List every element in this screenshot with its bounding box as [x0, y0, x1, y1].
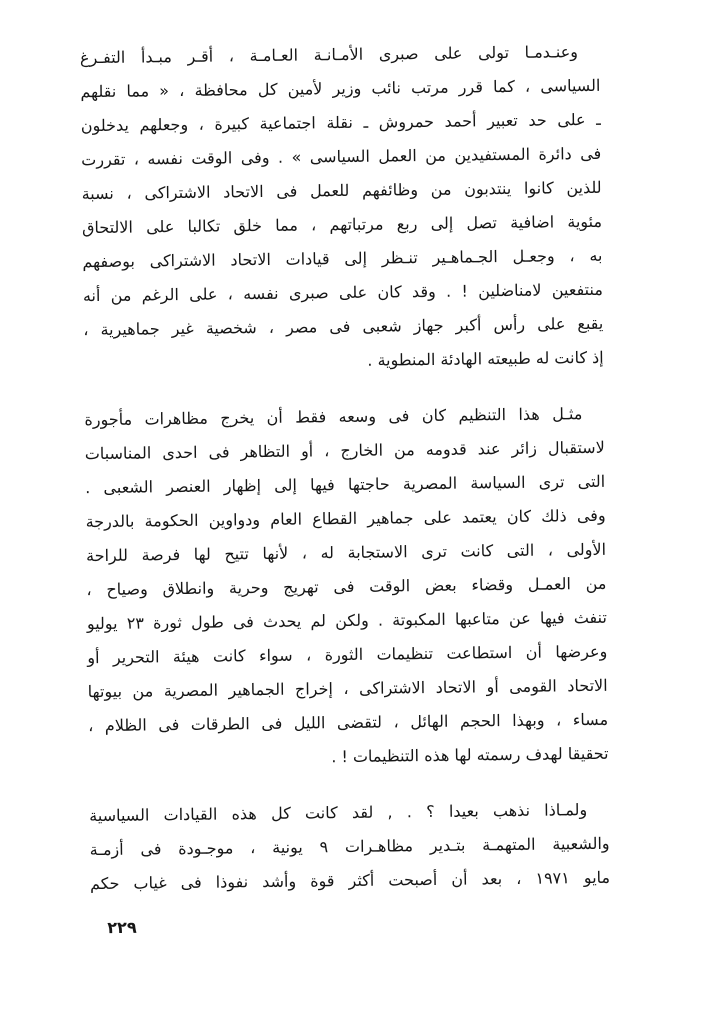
paragraph-3 — [89, 793, 610, 901]
text-line: والشعبية المتهمـة بتـدير مظاهـرات ٩ يونية ، موجـودة فى أزمـة — [89, 833, 610, 860]
paragraph-1 — [80, 35, 604, 381]
text-line: ـ على حد تعبير أحمد حمروش ـ نقلة اجتماعية كبيرة ، وجعلهم يدخلون — [80, 109, 601, 136]
text-line: مايو ١٩٧١ ، بعد أن أصبحت أكثر قوة وأشد نفوذا فى غياب حكم — [89, 867, 611, 894]
text-line: التى ترى السياسة المصرية حاجتها فيها إلى إظهار العنصر الشعبى . — [85, 471, 606, 498]
text-line: للذين كانوا ينتدبون من وظائفهم للعمل فى الاتحاد الاشتراكى ، نسبة — [81, 177, 602, 204]
text-line: إذ كانت له طبيعته الهادئة المنطوية . — [367, 347, 604, 370]
text-line: الأولى ، التى كانت ترى الاستجابة له ، لأنها تتيح لها فرصة للراحة — [85, 539, 607, 566]
text-line: وفى ذلك كان يعتمد على جماهير القطاع العام ودواوين الحكومة بالدرجة — [85, 505, 606, 532]
text-line: فى دائرة المستفيدين من العمل السياسى » . وفى الوقت نفسه ، تقررت — [81, 143, 602, 170]
text-line: به ، وجعـل الجـماهـير تنـظر إلى قيادات الاتحاد الاشتراكى بوصفهم — [82, 245, 603, 272]
text-line: السياسى ، كما قرر مرتب نائب وزير لأمين كل محافظة ، « مما نقلهم — [80, 75, 601, 102]
text-line: الاتحاد القومى أو الاتحاد الاشتراكى ، إخراج الجماهير المصرية من بيوتها — [87, 675, 608, 702]
text-line: مساء ، وبهذا الحجم الهائل ، لتقضى الليل فى الطرقات فى الظلام ، — [88, 709, 609, 736]
text-line: لاستقبال زائر عند قدومه من الخارج ، أو التظاهر فى احدى المناسبات — [84, 437, 605, 464]
text-line: ولمـاذا نذهب بعيدا ؟ . , لقد كانت كل هذه القيادات السياسية — [89, 800, 588, 826]
text-line: وعنـدمـا تولى على صبرى الأمـانـة العـامـة ، أقـر مبـدأ التفـرغ — [79, 42, 579, 68]
text-line: من العمـل وقضاء بعض الوقت فى تهريج وحرية وانطلاق وصياح ، — [86, 573, 607, 600]
text-line: يقبع على رأس أكبر جهاز شعبى فى مصر ، شخصية غير جماهيرية ، — [83, 313, 604, 340]
text-line: تنفث فيها عن متاعبها المكبوتة . ولكن لم يحدث فى طول ثورة ٢٣ يوليو — [86, 607, 607, 634]
page-text — [80, 35, 610, 901]
paragraph-2 — [84, 397, 609, 777]
text-line: وعرضها أن استطاعت تنظيمات الثورة ، سواء كانت هيئة التحرير أو — [87, 641, 608, 668]
text-line: مئوية اضافية تصل إلى ربع مرتباتهم ، مما خلق تكالبا على الالتحاق — [81, 211, 603, 238]
text-line: مثـل هذا التنظيم كان فى وسعه فقط أن يخرج مظاهرات مأجورة — [84, 404, 583, 430]
text-line: منتفعين لامناضلين ! . وقد كان على صبرى نفسه ، على الرغم من أنه — [82, 279, 603, 306]
page-number: ٢٢٩ — [107, 917, 137, 938]
text-line: تحقيقا لهدف رسمته لها هذه التنظيمات ! . — [331, 743, 609, 767]
